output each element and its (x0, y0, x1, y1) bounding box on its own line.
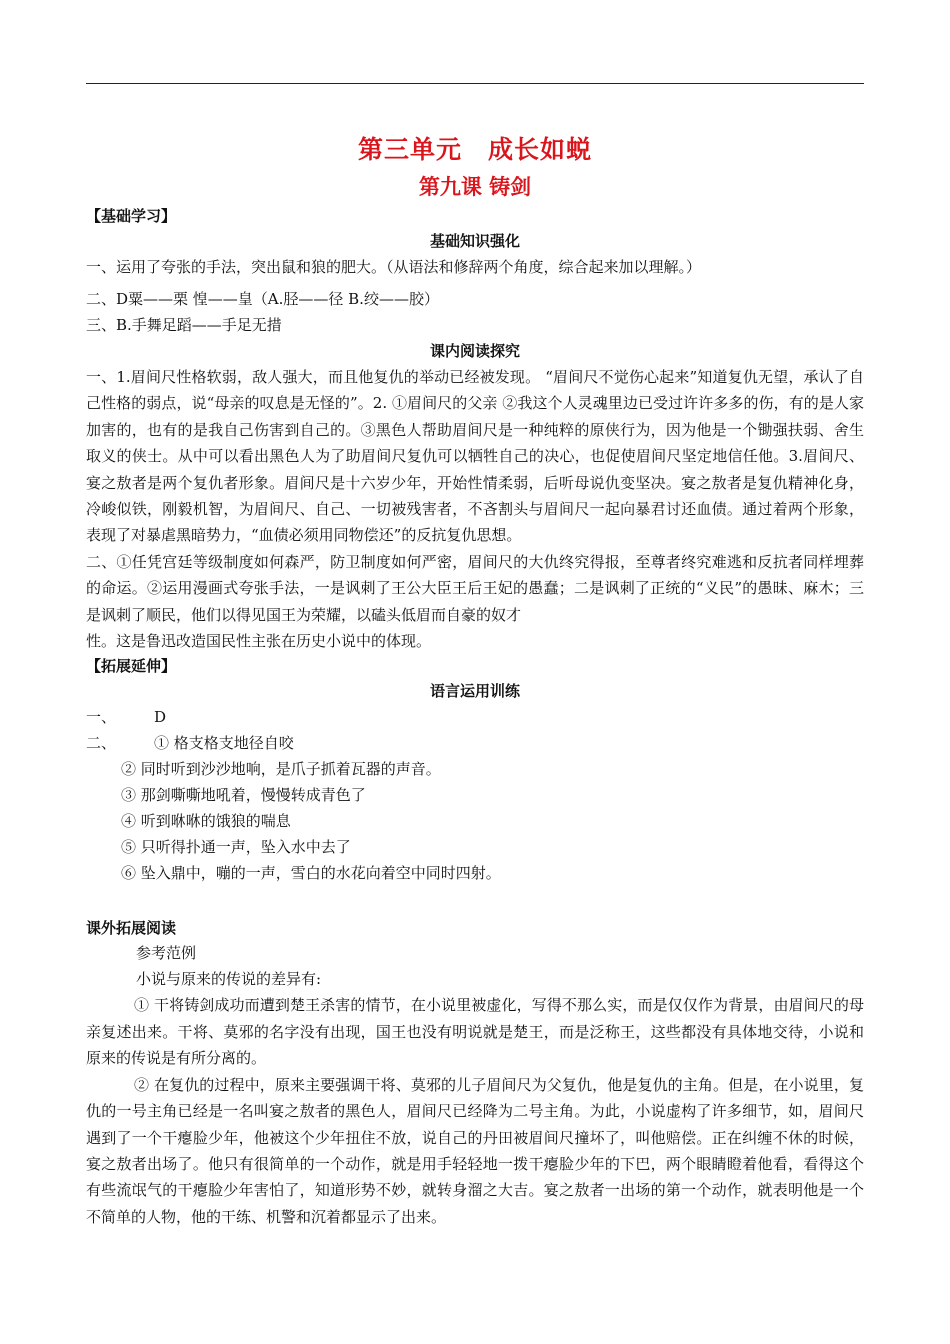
reading-answer-2-end: 性。这是鲁迅改造国民性主张在历史小说中的体现。 (86, 632, 432, 651)
subheading-in-class-reading: 课内阅读探究 (429, 342, 520, 360)
unit-title: 第三单元 成长如蜕 (357, 135, 592, 164)
answer-2: 二、D粟——栗 惶——皇（A.胫——径 B.绞——胶） (86, 290, 439, 308)
reference-label: 参考范例 (136, 944, 197, 963)
language-answer-1 (86, 704, 864, 730)
subheading-language-use: 语言运用训练 (429, 682, 520, 701)
list-item: ④ 听到咻咻的饿狼的喘息 (121, 812, 291, 831)
intro-text: 小说与原来的传说的差异有: (136, 970, 322, 989)
header-rule (86, 83, 864, 84)
lesson-title: 第九课 铸剑 (418, 174, 532, 199)
section-extension: 【拓展延伸】 (86, 657, 177, 676)
list-item: ③ 那剑嘶嘶地吼着，慢慢转成青色了 (121, 786, 366, 805)
document-page (86, 130, 864, 1230)
list-item: ① 格支格支地径自咬 (154, 734, 294, 753)
list-item: ⑤ 只听得扑通一声，坠入水中去了 (121, 838, 351, 857)
answer-number: 一、 (86, 708, 117, 727)
reading-answer-1: 一、1.眉间尺性格软弱，敌人强大，而且他复仇的举动已经被发现。 “眉间尺不觉伤心起来”知道复仇无望，承认了自己性格的弱点，说“母亲的叹息是无怪的”。2. ①眉间尺的父亲 ②我这个人灵魂里边已受过许许多多的伤，有的是人家加害的，也有的是我自己伤害到自己的。③黑色人帮助眉间尺是一种纯粹的原侠行为，因为他是一个锄强扶弱、舍生取义的侠士。从中可以看出黑色人为了助眉间尺复仇可以牺牲自己的决心，也促使眉间尺坚定地信任他。3.眉间尺、宴之敖者是两个复仇者形象。眉间尺是十六岁少年，开始性情柔弱，后听母说仇变坚决。宴之敖者是复仇精神化身，冷峻似铁，刚毅机智，为眉间尺、自己、一切被残害者，不吝割头与眉间尺一起向暴君讨还血债。通过着两个形象，表现了对暴虐黑暗势力，“血债必须用同物偿还”的反抗复仇思想。 (86, 368, 864, 545)
subheading-basic-knowledge: 基础知识强化 (429, 232, 520, 250)
list-item: ② 同时听到沙沙地响，是爪子抓着瓦器的声音。 (121, 760, 441, 779)
reading-answer-2: 二、①任凭宫廷等级制度如何森严，防卫制度如何严密，眉间尺的大仇终究得报，至尊者终究难逃和反抗者同样埋葬的命运。②运用漫画式夸张手法，一是讽刺了王公大臣王后王妃的愚蠢；二是讽刺了正统的“义民”的愚昧、麻木；三是讽刺了顺民，他们以得见国王为荣耀，以磕头低眉而自豪的奴才 (86, 552, 864, 624)
list-item: ⑥ 坠入鼎中，嘣的一声，雪白的水花向着空中同时四射。 (121, 864, 501, 883)
answer-value: D (154, 708, 167, 727)
language-answer-2 (86, 730, 864, 756)
section-extracurricular-reading: 课外拓展阅读 (86, 919, 177, 938)
extension-paragraph-1: ① 干将铸剑成功而遭到楚王杀害的情节，在小说里被虚化，写得不那么实，而是仅仅作为背景，由眉间尺的母亲复述出来。干将、莫邪的名字没有出现，国王也没有明说就是楚王，而是泛称王，这些都没有具体地交待，小说和原来的传说是有所分离的。 (86, 996, 864, 1068)
answer-3: 三、B.手舞足蹈——手足无措 (86, 316, 282, 334)
extension-paragraph-2: ② 在复仇的过程中，原来主要强调干将、莫邪的儿子眉间尺为父复仇，他是复仇的主角。但是，在小说里，复仇的一号主角已经是一名叫宴之敖者的黑色人，眉间尺已经降为二号主角。为此，小说虚构了许多细节，如，眉间尺遇到了一个干瘪脸少年，他被这个少年扭住不放，说自己的丹田被眉间尺撞坏了，叫他赔偿。正在纠缠不休的时候，宴之敖者出场了。他只有很简单的一个动作，就是用手轻轻地一拨干瘪脸少年的下巴，两个眼睛瞪着他看，看得这个有些流氓气的干瘪脸少年害怕了，知道形势不妙，就转身溜之大吉。宴之敖者一出场的第一个动作，就表明他是一个不简单的人物，他的干练、机警和沉着都显示了出来。 (86, 1075, 864, 1226)
answer-1: 一、运用了夸张的手法，突出鼠和狼的肥大。（从语法和修辞两个角度，综合起来加以理解。） (86, 258, 702, 276)
answer-number: 二、 (86, 734, 117, 753)
section-basic-study: 【基础学习】 (86, 207, 177, 225)
